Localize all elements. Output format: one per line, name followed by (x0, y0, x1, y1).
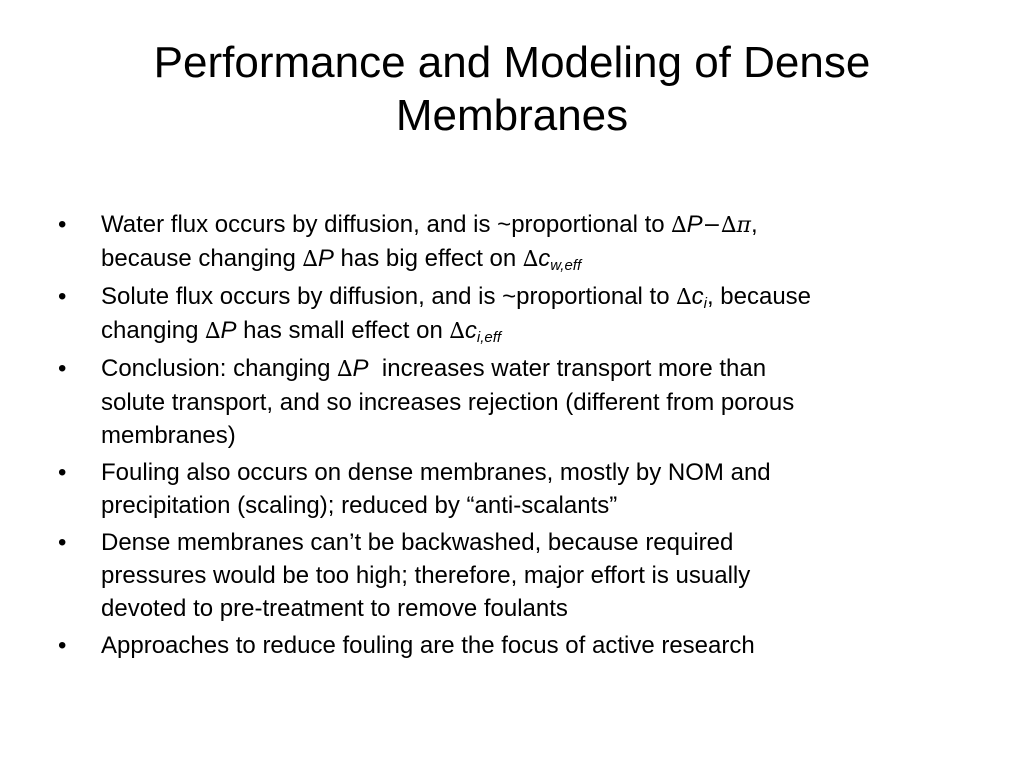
bullet-line: solute transport, and so increases rejection (different from porous (101, 389, 795, 416)
bullet-text (101, 280, 958, 348)
subscript: i,eff (476, 329, 502, 346)
title-line-2: Membranes (395, 91, 629, 140)
slide-title (60, 36, 964, 142)
bullet-list (58, 208, 958, 666)
text-run: changing (101, 317, 206, 344)
text-run: has big effect on (333, 245, 523, 272)
bullet-line (101, 314, 958, 348)
concentration-symbol: c (691, 283, 704, 310)
bullet-item-approaches (58, 629, 958, 662)
delta-symbol: ∆ (449, 319, 465, 344)
bullet-line: Dense membranes can’t be backwashed, because required (101, 529, 734, 556)
concentration-symbol: c (464, 317, 477, 344)
bullet-line (101, 280, 958, 314)
bullet-line (101, 208, 958, 242)
bullet-line: precipitation (scaling); reduced by “anti-scalants” (101, 492, 618, 519)
delta-symbol: ∆ (671, 213, 687, 238)
delta-symbol: ∆ (522, 247, 539, 272)
minus-symbol: − (702, 213, 722, 238)
pressure-symbol: P (317, 245, 334, 272)
bullet-text (101, 629, 958, 662)
text-run: has small effect on (236, 317, 450, 344)
bullet-text (101, 352, 958, 452)
bullet-line: pressures would be too high; therefore, major effort is usually (101, 562, 751, 589)
title-line-1: Performance and Modeling of Dense (153, 38, 871, 87)
bullet-line: devoted to pre-treatment to remove foulants (101, 595, 568, 622)
bullet-text (101, 526, 958, 625)
delta-symbol: ∆ (337, 357, 353, 382)
bullet-item-fouling (58, 456, 958, 522)
text-run: Conclusion: changing (101, 355, 338, 382)
text-run: because changing (101, 245, 303, 272)
pressure-symbol: P (686, 211, 703, 238)
bullet-marker: • (58, 529, 67, 556)
delta-symbol: ∆ (205, 319, 221, 344)
concentration-symbol: c (538, 245, 551, 272)
delta-symbol: ∆ (676, 285, 692, 310)
bullet-line: Fouling also occurs on dense membranes, mostly by NOM and (101, 459, 771, 486)
bullet-item-conclusion (58, 352, 958, 452)
text-run: , (750, 211, 758, 238)
text-run: , because (706, 283, 812, 310)
bullet-text (101, 208, 958, 276)
pi-symbol: π (736, 213, 751, 238)
bullet-item-backwash (58, 526, 958, 625)
subscript: i (703, 295, 707, 312)
bullet-marker: • (58, 355, 67, 382)
bullet-line: membranes) (101, 422, 236, 449)
bullet-line (101, 242, 958, 276)
bullet-marker: • (58, 459, 67, 486)
text-run: Solute flux occurs by diffusion, and is ~proportional to (101, 283, 677, 310)
bullet-text (101, 456, 958, 522)
delta-symbol: ∆ (302, 247, 318, 272)
bullet-item-water-flux (58, 208, 958, 276)
text-run: increases water transport more than (368, 355, 767, 382)
bullet-marker: • (58, 283, 67, 310)
bullet-marker: • (58, 632, 67, 659)
pressure-symbol: P (220, 317, 237, 344)
text-run: Water flux occurs by diffusion, and is ~proportional to (101, 211, 672, 238)
bullet-line: Approaches to reduce fouling are the focus of active research (101, 632, 755, 659)
bullet-line (101, 352, 958, 386)
bullet-item-solute-flux (58, 280, 958, 348)
pressure-symbol: P (352, 355, 369, 382)
delta-symbol: ∆ (721, 213, 737, 238)
bullet-marker: • (58, 211, 67, 238)
subscript: w,eff (550, 257, 582, 274)
